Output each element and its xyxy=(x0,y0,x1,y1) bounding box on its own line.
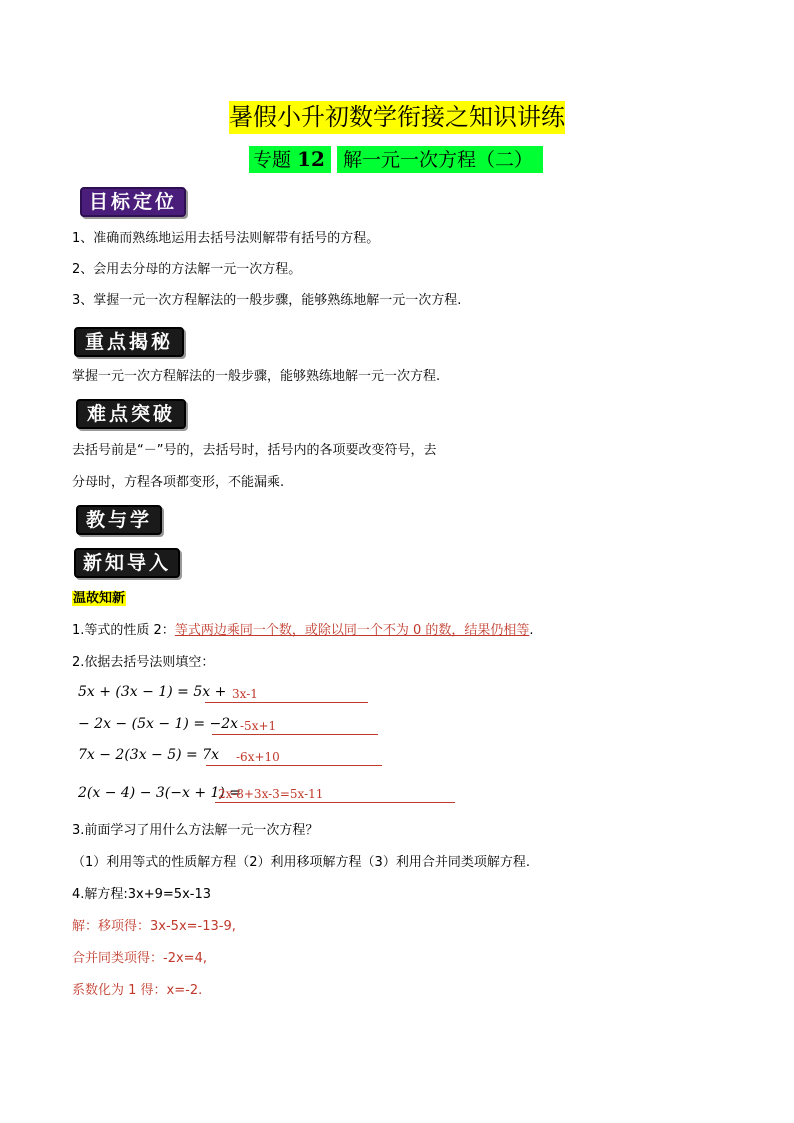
step-3-label: 系数化为 1 得： xyxy=(72,983,167,998)
goal-item-2: 2、会用去分母的方法解一元一次方程。 xyxy=(72,262,302,277)
solution-step-2 xyxy=(72,950,207,968)
question-2: 2.依据去括号法则填空： xyxy=(72,655,215,670)
subtitle-number: 12 xyxy=(297,147,325,171)
solution-step-3 xyxy=(72,982,202,1000)
equation-4-answer: 2x-8+3x-3=5x-11 xyxy=(218,787,324,801)
step-1-label: 解：移项得： xyxy=(72,919,151,934)
review-label: 温故知新 xyxy=(73,591,126,606)
equation-1: 5x + (3x − 1) = 5x + xyxy=(78,684,227,700)
equation-1-answer: 3x-1 xyxy=(232,687,258,701)
difficulties-line-2: 分母时，方程各项都变形，不能漏乘. xyxy=(72,475,285,490)
solution-step-1 xyxy=(72,918,236,936)
document-subtitle xyxy=(249,146,543,173)
teach-learn-badge: 教与学 xyxy=(76,505,162,535)
step-3-value: x=-2. xyxy=(166,983,203,998)
q1-prefix: 1.等式的性质 2： xyxy=(72,623,175,638)
difficulties-line-1: 去括号前是“－”号的，去括号时，括号内的各项要改变符号，去 xyxy=(72,443,437,458)
q1-suffix: . xyxy=(529,623,534,638)
equation-1-blank xyxy=(205,684,368,703)
key-points-text: 掌握一元一次方程解法的一般步骤，能够熟练地解一元一次方程. xyxy=(72,369,441,384)
equation-2: − 2x − (5x − 1) = −2x xyxy=(78,716,239,732)
intro-badge: 新知导入 xyxy=(74,548,180,578)
question-1 xyxy=(72,622,534,640)
q1-answer: 等式两边乘同一个数，或除以同一个不为 0 的数，结果仍相等 xyxy=(174,623,530,638)
question-4: 4.解方程:3x+9=5x-13 xyxy=(72,887,212,902)
equation-2-answer: -5x+1 xyxy=(240,719,277,733)
step-2-label: 合并同类项得： xyxy=(72,951,164,966)
goals-badge: 目标定位 xyxy=(80,187,186,217)
equation-3: 7x − 2(3x − 5) = 7x xyxy=(78,747,220,763)
step-1-value: 3x-5x=-13-9, xyxy=(150,919,236,934)
difficulties-badge: 难点突破 xyxy=(76,399,186,429)
key-points-badge: 重点揭秘 xyxy=(74,327,184,357)
review-label-row xyxy=(72,590,126,608)
step-2-value: -2x=4, xyxy=(163,951,207,966)
equation-4-blank xyxy=(215,784,455,803)
goal-item-1: 1、准确而熟练地运用去括号法则解带有括号的方程。 xyxy=(72,231,380,246)
equation-3-blank xyxy=(206,747,382,766)
equation-4: 2(x − 4) − 3(−x + 1) = xyxy=(78,785,242,801)
question-3: 3.前面学习了用什么方法解一元一次方程？ xyxy=(72,823,319,838)
goal-item-3: 3、掌握一元一次方程解法的一般步骤，能够熟练地解一元一次方程. xyxy=(72,293,462,308)
subtitle-prefix: 专题 xyxy=(253,149,292,171)
document-title: 暑假小升初数学衔接之知识讲练 xyxy=(229,101,565,134)
equation-2-blank xyxy=(212,716,378,735)
subtitle-text: 解一元一次方程（二） xyxy=(343,149,534,171)
equation-3-answer: -6x+10 xyxy=(236,750,280,764)
question-3-answer: （1）利用等式的性质解方程（2）利用移项解方程（3）利用合并同类项解方程. xyxy=(72,855,530,870)
